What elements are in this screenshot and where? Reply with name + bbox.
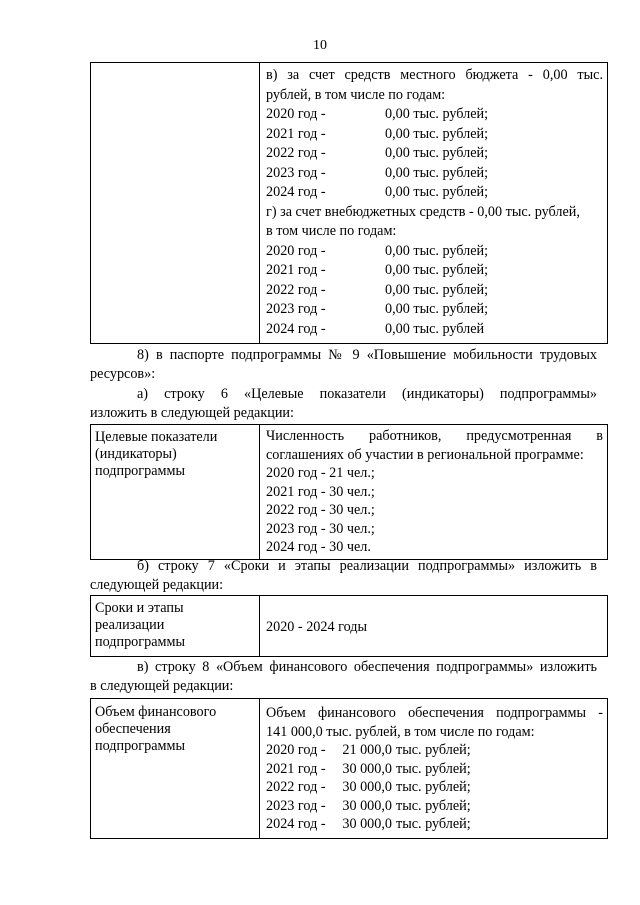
indicator-year-row: 2021 год - 30 чел.; [266,483,375,500]
paragraph-8: 8) в паспорте подпрограммы № 9 «Повышение мобильности трудовых ресурсов»: [90,347,597,382]
indicators-label: Целевые показатели (индикаторы) подпрограммы [91,425,260,560]
funding-details-cell [260,63,608,344]
local-year-row: 2022 год - 0,00 тыс. рублей; [266,145,489,161]
timeline-label: Сроки и этапы реализации подпрограммы [91,596,260,657]
extra-year-row: 2021 год - 0,00 тыс. рублей; [266,262,489,278]
indicators-value-cell: Численность работников, предусмотренная в соглашениях об участии в региональной программе: 2020 год - 21 чел.; 2021 год - 30 чел.; 2022 год - 30 чел.; 2023 год - 30 чел.; 2024 год - 30 чел. [260,425,608,560]
page-number: 10 [313,38,327,53]
funding-year-row: 2023 год - 30 000,0 тыс. рублей; [266,797,471,814]
local-year-row: 2024 год - 0,00 тыс. рублей; [266,184,489,200]
empty-label-cell [91,63,260,344]
paragraph-a: а) строку 6 «Целевые показатели (индикаторы) подпрограммы» изложить в следующей редакции: [90,386,597,421]
funding-table-continued [90,62,608,344]
timeline-value: 2020 - 2024 годы [260,596,608,657]
timeline-table [90,595,608,657]
funding-year-row: 2022 год - 30 000,0 тыс. рублей; [266,779,471,795]
indicator-year-row: 2023 год - 30 чел.; [266,520,375,537]
indicators-table [90,424,608,560]
indicator-year-row: 2024 год - 30 чел. [266,539,371,555]
funding-volume-label: Объем финансового обеспечения подпрограммы [91,699,260,839]
extra-year-row: 2020 год - 0,00 тыс. рублей; [266,242,489,259]
indicator-year-row: 2020 год - 21 чел.; [266,465,375,481]
extra-year-row: 2022 год - 0,00 тыс. рублей; [266,281,489,298]
funding-year-row: 2021 год - 30 000,0 тыс. рублей; [266,760,471,777]
local-year-row: 2021 год - 0,00 тыс. рублей; [266,125,489,142]
paragraph-v: в) строку 8 «Объем финансового обеспечения подпрограммы» изложить в следующей редакции: [90,659,597,694]
extra-budget-line-2: в том числе по годам: [266,223,397,239]
indicator-year-row: 2022 год - 30 чел.; [266,502,375,518]
funding-volume-cell: Объем финансового обеспечения подпрограммы - 141 000,0 тыс. рублей, в том числе по годам: 2020 год - 21 000,0 тыс. рублей; 2021 год - 30 000,0 тыс. рублей; 2022 год - 30 000,0 тыс. рублей; 2023 год - 30 000,0 тыс. рублей; 2024 год - 30 000,0 тыс. рублей; [260,699,608,839]
local-year-row: 2020 год - 0,00 тыс. рублей; [266,106,489,122]
funding-year-row: 2020 год - 21 000,0 тыс. рублей; [266,742,471,758]
extra-year-row: 2023 год - 0,00 тыс. рублей; [266,301,489,317]
extra-budget-line: г) за счет внебюджетных средств - 0,00 тыс. рублей, [266,203,580,220]
funding-year-row: 2024 год - 30 000,0 тыс. рублей; [266,816,471,832]
paragraph-b: б) строку 7 «Сроки и этапы реализации подпрограммы» изложить в следующей редакции: [90,558,597,593]
funding-volume-table [90,698,608,839]
local-budget-line-2: рублей, в том числе по годам: [266,86,446,103]
local-budget-line: в) за счет средств местного бюджета - 0,00 тыс. [266,67,603,83]
local-year-row: 2023 год - 0,00 тыс. рублей; [266,164,489,181]
extra-year-row: 2024 год - 0,00 тыс. рублей [266,320,485,337]
